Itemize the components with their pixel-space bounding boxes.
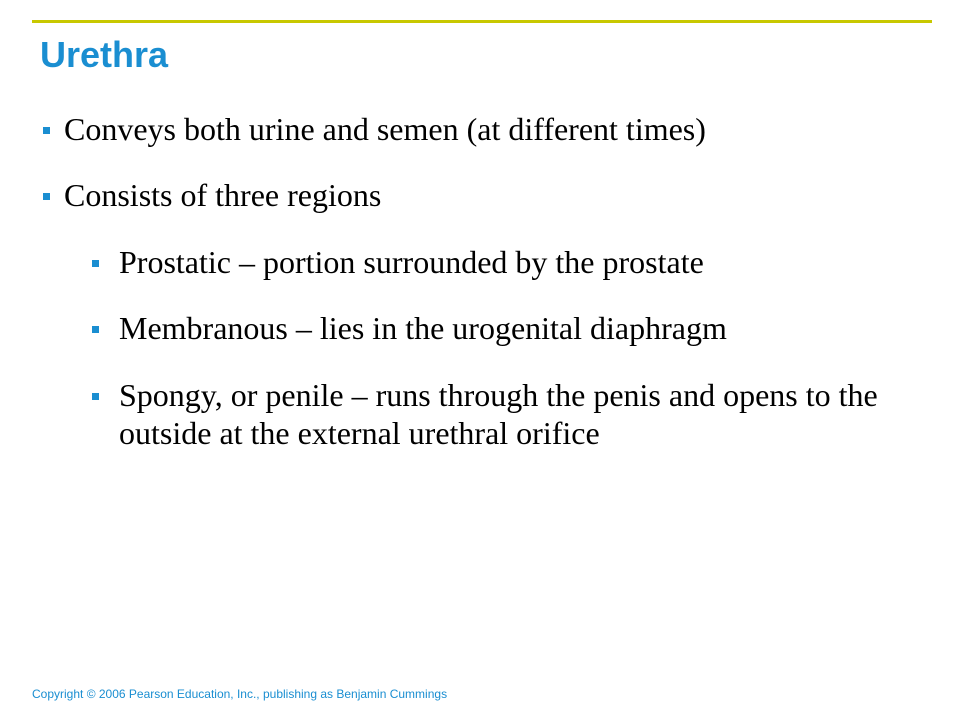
sub-bullet-text: Prostatic – portion surrounded by the prostate <box>119 243 704 280</box>
top-divider-line <box>32 20 932 23</box>
square-bullet-icon <box>43 127 50 134</box>
square-bullet-icon <box>92 393 99 400</box>
bullet-text: Conveys both urine and semen (at different times) <box>64 111 706 147</box>
bullet-text: Consists of three regions <box>64 177 382 214</box>
slide-title: Urethra <box>40 34 169 75</box>
sub-bullet-text: Membranous – lies in the urogenital diaphragm <box>119 310 727 347</box>
sub-bullet-text: Spongy, or penile – runs through the penis and opens to the outside at the external urethral orifice <box>119 376 878 451</box>
bullet-item-conveys <box>40 110 920 148</box>
square-bullet-icon <box>92 326 99 333</box>
copyright-footer: Copyright © 2006 Pearson Education, Inc., publishing as Benjamin Cummings <box>32 687 448 701</box>
sub-bullet-spongy <box>40 376 920 453</box>
bullet-list <box>40 110 920 452</box>
sub-bullet-membranous <box>40 309 920 347</box>
bullet-item-consists <box>40 176 920 214</box>
sub-bullet-prostatic <box>40 243 920 281</box>
square-bullet-icon <box>43 193 50 200</box>
square-bullet-icon <box>92 260 99 267</box>
